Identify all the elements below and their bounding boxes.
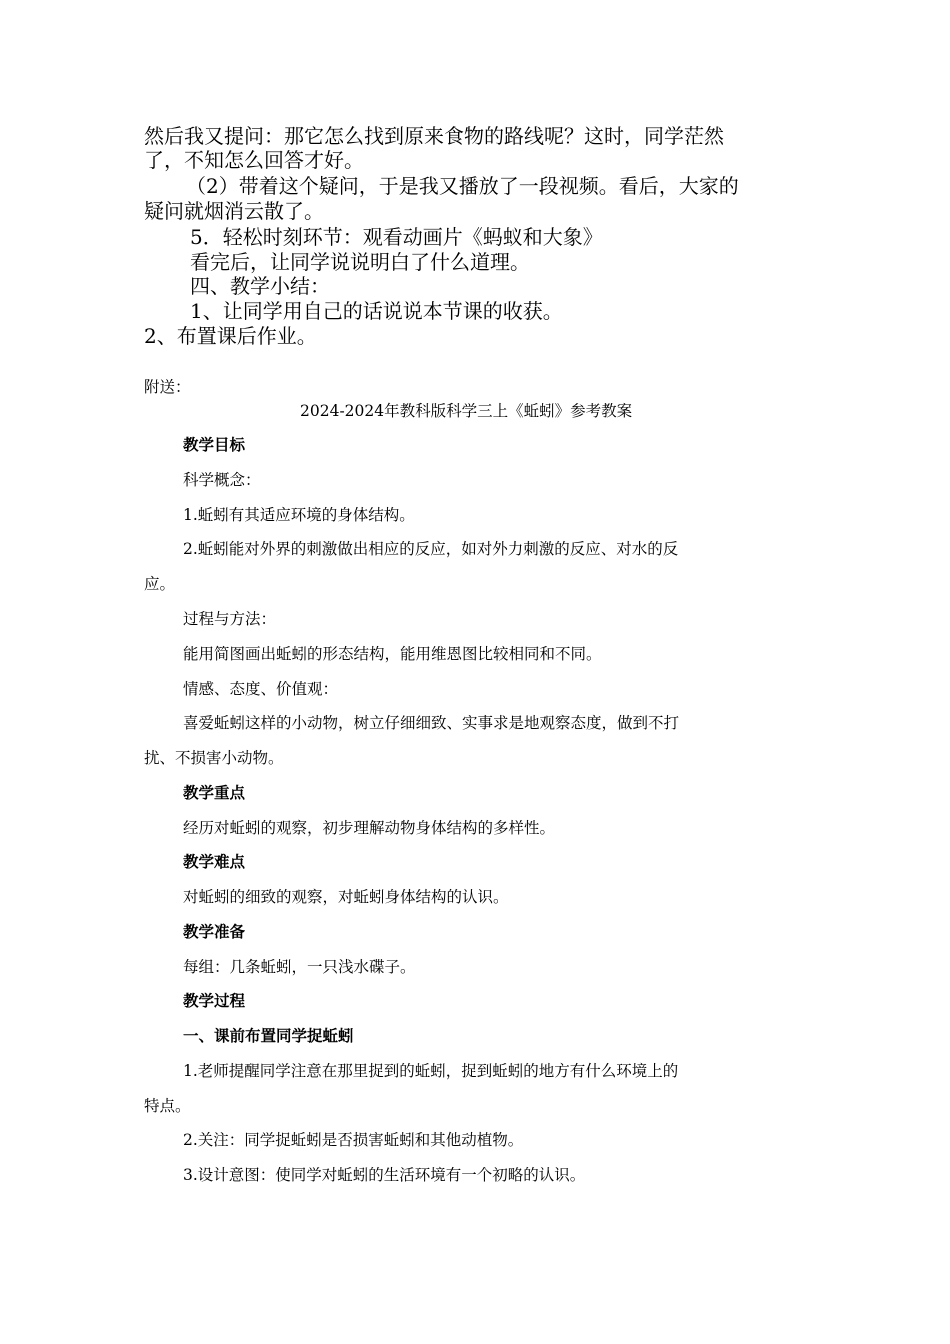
section-heading: 教学准备 bbox=[183, 922, 246, 941]
paragraph-line: 看完后，让同学说说明白了什么道理。 bbox=[190, 250, 530, 274]
paragraph-line: 2.蚯蚓能对外界的刺激做出相应的反应，如对外力刺激的反应、对水的反 bbox=[183, 540, 679, 558]
subheading: 情感、态度、价值观： bbox=[183, 680, 339, 698]
paragraph-line: 3.设计意图：使同学对蚯蚓的生活环境有一个初略的认识。 bbox=[183, 1166, 586, 1184]
paragraph-line: 经历对蚯蚓的观察，初步理解动物身体结构的多样性。 bbox=[183, 819, 556, 837]
paragraph-line: （2）带着这个疑问，于是我又播放了一段视频。看后，大家的 bbox=[186, 174, 739, 198]
paragraph-line: 1.蚯蚓有其适应环境的身体结构。 bbox=[183, 506, 415, 524]
paragraph-line: 扰、不损害小动物。 bbox=[144, 749, 284, 767]
section-heading: 四、教学小结： bbox=[190, 274, 330, 298]
paragraph-line: 特点。 bbox=[144, 1097, 191, 1115]
paragraph-line: 1、让同学用自己的话说说本节课的收获。 bbox=[190, 299, 563, 323]
paragraph-line: 对蚯蚓的细致的观察，对蚯蚓身体结构的认识。 bbox=[183, 888, 509, 906]
section-heading: 教学重点 bbox=[183, 783, 246, 802]
subsection-heading: 一、课前布置同学捉蚯蚓 bbox=[183, 1026, 354, 1045]
paragraph-line: 1.老师提醒同学注意在那里捉到的蚯蚓，捉到蚯蚓的地方有什么环境上的 bbox=[183, 1062, 679, 1080]
appendix-label: 附送： bbox=[144, 378, 191, 396]
paragraph-line: 应。 bbox=[144, 575, 176, 593]
section-heading: 教学难点 bbox=[183, 852, 246, 871]
paragraph-line: 了，不知怎么回答才好。 bbox=[144, 148, 364, 172]
paragraph-line: 然后我又提问：那它怎么找到原来食物的路线呢？这时，同学茫然 bbox=[144, 124, 724, 148]
paragraph-line: 能用简图画出蚯蚓的形态结构，能用维恩图比较相同和不同。 bbox=[183, 645, 602, 663]
paragraph-line: 2、布置课后作业。 bbox=[144, 324, 317, 348]
subheading: 科学概念： bbox=[183, 471, 261, 489]
paragraph-line: 喜爱蚯蚓这样的小动物，树立仔细细致、实事求是地观察态度，做到不打 bbox=[183, 714, 680, 732]
document-title: 2024-2024年教科版科学三上《蚯蚓》参考教案 bbox=[300, 402, 633, 420]
paragraph-line: 每组：几条蚯蚓，一只浅水碟子。 bbox=[183, 958, 416, 976]
paragraph-line: 疑问就烟消云散了。 bbox=[144, 199, 324, 223]
paragraph-line: 2.关注：同学捉蚯蚓是否损害蚯蚓和其他动植物。 bbox=[183, 1131, 524, 1149]
subheading: 过程与方法： bbox=[183, 610, 277, 628]
section-heading: 教学目标 bbox=[183, 435, 246, 454]
paragraph-line: 5．轻松时刻环节：观看动画片《蚂蚁和大象》 bbox=[190, 225, 603, 249]
section-heading: 教学过程 bbox=[183, 991, 246, 1010]
